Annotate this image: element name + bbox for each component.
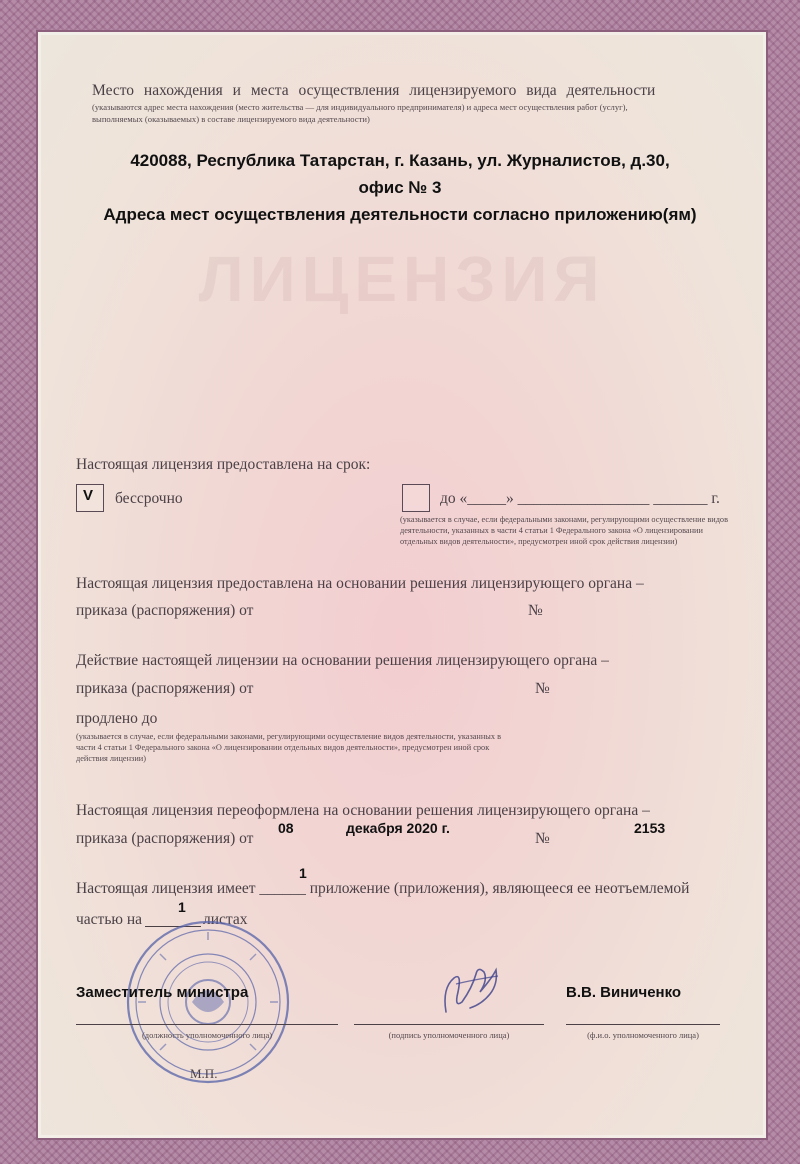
- extension-number-sign: №: [535, 680, 550, 697]
- reissue-line-1: Настоящая лицензия переоформлена на основании решения лицензирующего органа –: [76, 802, 650, 819]
- name-line: [566, 1024, 720, 1025]
- indefinite-label: бессрочно: [115, 490, 183, 507]
- name-caption: (ф.и.о. уполномоченного лица): [587, 1030, 699, 1040]
- appendix-sheets: 1: [178, 899, 186, 915]
- basis-number-sign: №: [528, 602, 543, 619]
- until-date-text: до «_____» _________________ _______ г.: [440, 490, 720, 507]
- extension-line-2: приказа (распоряжения) от: [76, 680, 254, 697]
- signature-line: [354, 1024, 544, 1025]
- indefinite-checkbox: [76, 484, 104, 512]
- appendix-line-2-prefix: частью на: [76, 911, 143, 928]
- address-line-1: 420088, Республика Татарстан, г. Казань, ул. Журналистов, д.30,: [130, 151, 670, 170]
- until-note: (указывается в случае, если федеральными законами, регулирующими осуществление видов деятельности, указанных в части 4 статьи 1 Федерального закона «О лицензировании отдельных видов деятельности», предусмотрен иной срок действия лицензии): [400, 515, 728, 546]
- reissue-month-year: декабря 2020 г.: [346, 820, 450, 836]
- signer-name: В.В. Виниченко: [566, 984, 682, 1001]
- address-line-2: офис № 3: [358, 178, 442, 197]
- seal-place-label: М.П.: [190, 1066, 218, 1081]
- reissue-number-sign: №: [535, 830, 550, 847]
- address-line-3: Адреса мест осуществления деятельности согласно приложению(ям): [103, 205, 697, 224]
- basis-line-1: Настоящая лицензия предоставлена на основании решения лицензирующего органа –: [76, 575, 644, 592]
- signature-caption: (подпись уполномоченного лица): [388, 1030, 510, 1040]
- term-label: Настоящая лицензия предоставлена на срок:: [76, 456, 371, 473]
- appendix-line-2-suffix: листах: [203, 911, 248, 928]
- extension-line-1: Действие настоящей лицензии на основании решения лицензирующего органа –: [76, 652, 609, 669]
- reissue-number: 2153: [634, 820, 666, 836]
- until-checkbox: [402, 484, 430, 512]
- handwritten-signature: [432, 958, 512, 1024]
- position-caption: (должность уполномоченного лица): [141, 1030, 273, 1040]
- checkbox-mark: V: [83, 487, 94, 504]
- position-line: [76, 1024, 338, 1025]
- extended-until-label: продлено до: [76, 710, 158, 727]
- signer-position: Заместитель министра: [76, 984, 249, 1001]
- watermark-background: ЛИЦЕНЗИЯ: [198, 243, 606, 315]
- location-note-1: (указываются адрес места нахождения (место жительства — для индивидуального предпринимателя) и адреса мест осуществления работ (услуг),: [92, 102, 628, 112]
- location-title: Место нахождения и места осуществления лицензируемого вида деятельности: [92, 82, 656, 99]
- reissue-day: 08: [278, 820, 294, 836]
- basis-line-2: приказа (распоряжения) от: [76, 602, 254, 619]
- reissue-line-2: приказа (распоряжения) от: [76, 830, 254, 847]
- official-seal-stamp: [124, 918, 292, 1086]
- location-note-2: выполняемых (оказываемых) в составе лицензируемого вида деятельности): [92, 114, 370, 124]
- extension-note: (указывается в случае, если федеральными законами, регулирующими осуществление видов деятельности, указанных в части 4 статьи 1 Федерального закона «О лицензировании отдельных видов деятельности», предусмотрен иной срок действия лицензии): [76, 732, 502, 763]
- appendix-count: 1: [299, 865, 307, 881]
- appendix-line-1: Настоящая лицензия имеет ______ приложение (приложения), являющееся ее неотъемлемой: [76, 880, 690, 897]
